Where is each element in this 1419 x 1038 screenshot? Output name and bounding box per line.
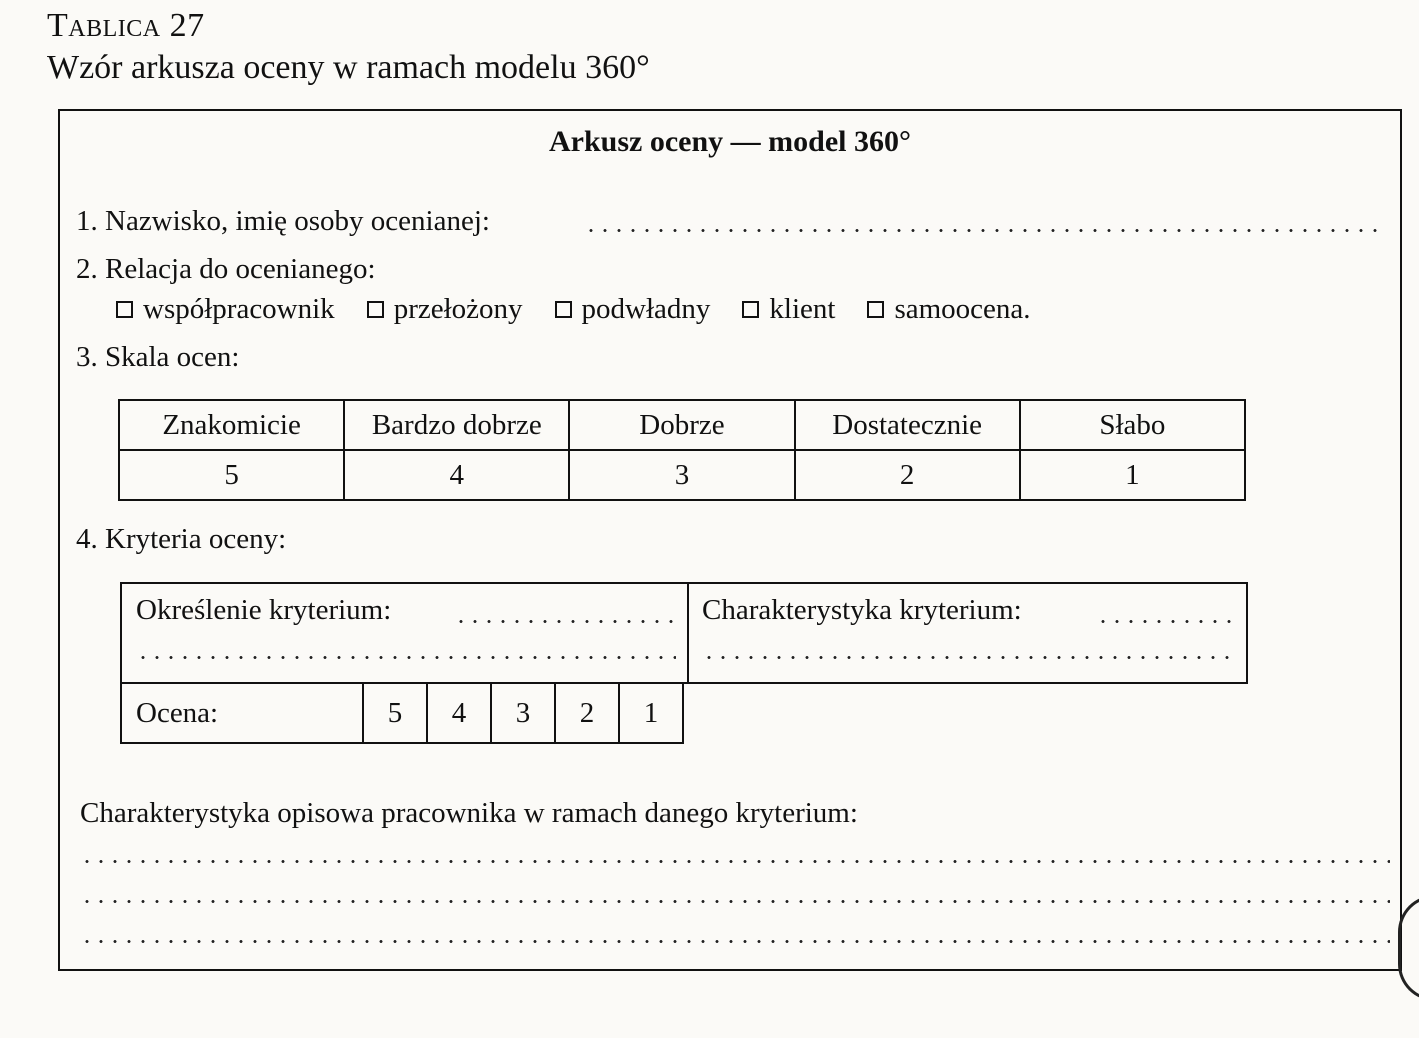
option-label: podwładny — [581, 293, 711, 325]
rating-option-2[interactable]: 2 — [555, 683, 619, 743]
description-fill-line-2[interactable] — [80, 900, 1390, 903]
scale-label-cell: Bardzo dobrze — [344, 400, 569, 450]
rating-option-4[interactable]: 4 — [427, 683, 491, 743]
criterion-char-label: Charakterystyka kryterium: — [702, 594, 1022, 626]
relation-options — [116, 293, 1031, 326]
option-label: samoocena. — [894, 293, 1031, 325]
scale-value-cell: 4 — [344, 450, 569, 500]
name-fill-line[interactable] — [584, 229, 1384, 232]
option-supervisor[interactable] — [367, 293, 523, 326]
rating-scale-table — [118, 399, 1246, 501]
option-label: przełożony — [393, 293, 523, 325]
rating-option-5[interactable]: 5 — [363, 683, 427, 743]
checkbox-icon[interactable] — [867, 301, 884, 318]
evaluation-sheet — [58, 109, 1402, 971]
description-label: Charakterystyka opisowa pracownika w ramach danego kryterium: — [80, 797, 858, 829]
scale-value-cell: 2 — [795, 450, 1020, 500]
criteria-divider — [687, 584, 689, 682]
item-criteria-label: 4. Kryteria oceny: — [76, 523, 287, 555]
checkbox-icon[interactable] — [742, 301, 759, 318]
option-coworker[interactable] — [116, 293, 335, 326]
option-client[interactable] — [742, 293, 835, 326]
description-fill-line-1[interactable] — [80, 860, 1390, 863]
option-subordinate[interactable] — [555, 293, 711, 326]
checkbox-icon[interactable] — [367, 301, 384, 318]
criterion-name-label: Określenie kryterium: — [136, 594, 392, 626]
criteria-box — [120, 582, 1248, 684]
scale-value-cell: 3 — [569, 450, 794, 500]
scale-label-cell: Słabo — [1020, 400, 1245, 450]
scale-label-cell: Znakomicie — [119, 400, 344, 450]
scale-value-cell: 1 — [1020, 450, 1245, 500]
table-number — [47, 6, 650, 46]
table-row — [119, 400, 1245, 450]
scale-label-cell: Dobrze — [569, 400, 794, 450]
document-subtitle: Wzór arkusza oceny w ramach modelu 360° — [47, 49, 650, 86]
sheet-title: Arkusz oceny — model 360° — [549, 125, 911, 158]
table-row — [121, 683, 683, 743]
description-fill-line-3[interactable] — [80, 940, 1390, 943]
checkbox-icon[interactable] — [555, 301, 572, 318]
option-self-assessment[interactable] — [867, 293, 1030, 326]
criterion-char-fill-2[interactable] — [702, 656, 1236, 659]
rating-option-3[interactable]: 3 — [491, 683, 555, 743]
table-label: Tablica — [47, 7, 161, 44]
item-name-label: 1. Nazwisko, imię osoby ocenianej: — [76, 205, 490, 237]
criterion-name-fill[interactable] — [454, 620, 676, 623]
table-number-value: 27 — [169, 7, 205, 44]
criterion-rating-table — [120, 682, 684, 744]
scale-label-cell: Dostatecznie — [795, 400, 1020, 450]
criterion-char-fill[interactable] — [1096, 620, 1236, 623]
table-row — [119, 450, 1245, 500]
checkbox-icon[interactable] — [116, 301, 133, 318]
rating-option-1[interactable]: 1 — [619, 683, 683, 743]
item-scale-label: 3. Skala ocen: — [76, 341, 240, 373]
rating-label: Ocena: — [121, 683, 363, 743]
option-label: współpracownik — [143, 293, 335, 325]
criterion-name-fill-2[interactable] — [136, 656, 676, 659]
header — [47, 6, 650, 88]
item-relation-label: 2. Relacja do ocenianego: — [76, 253, 376, 285]
option-label: klient — [769, 293, 836, 325]
scale-value-cell: 5 — [119, 450, 344, 500]
